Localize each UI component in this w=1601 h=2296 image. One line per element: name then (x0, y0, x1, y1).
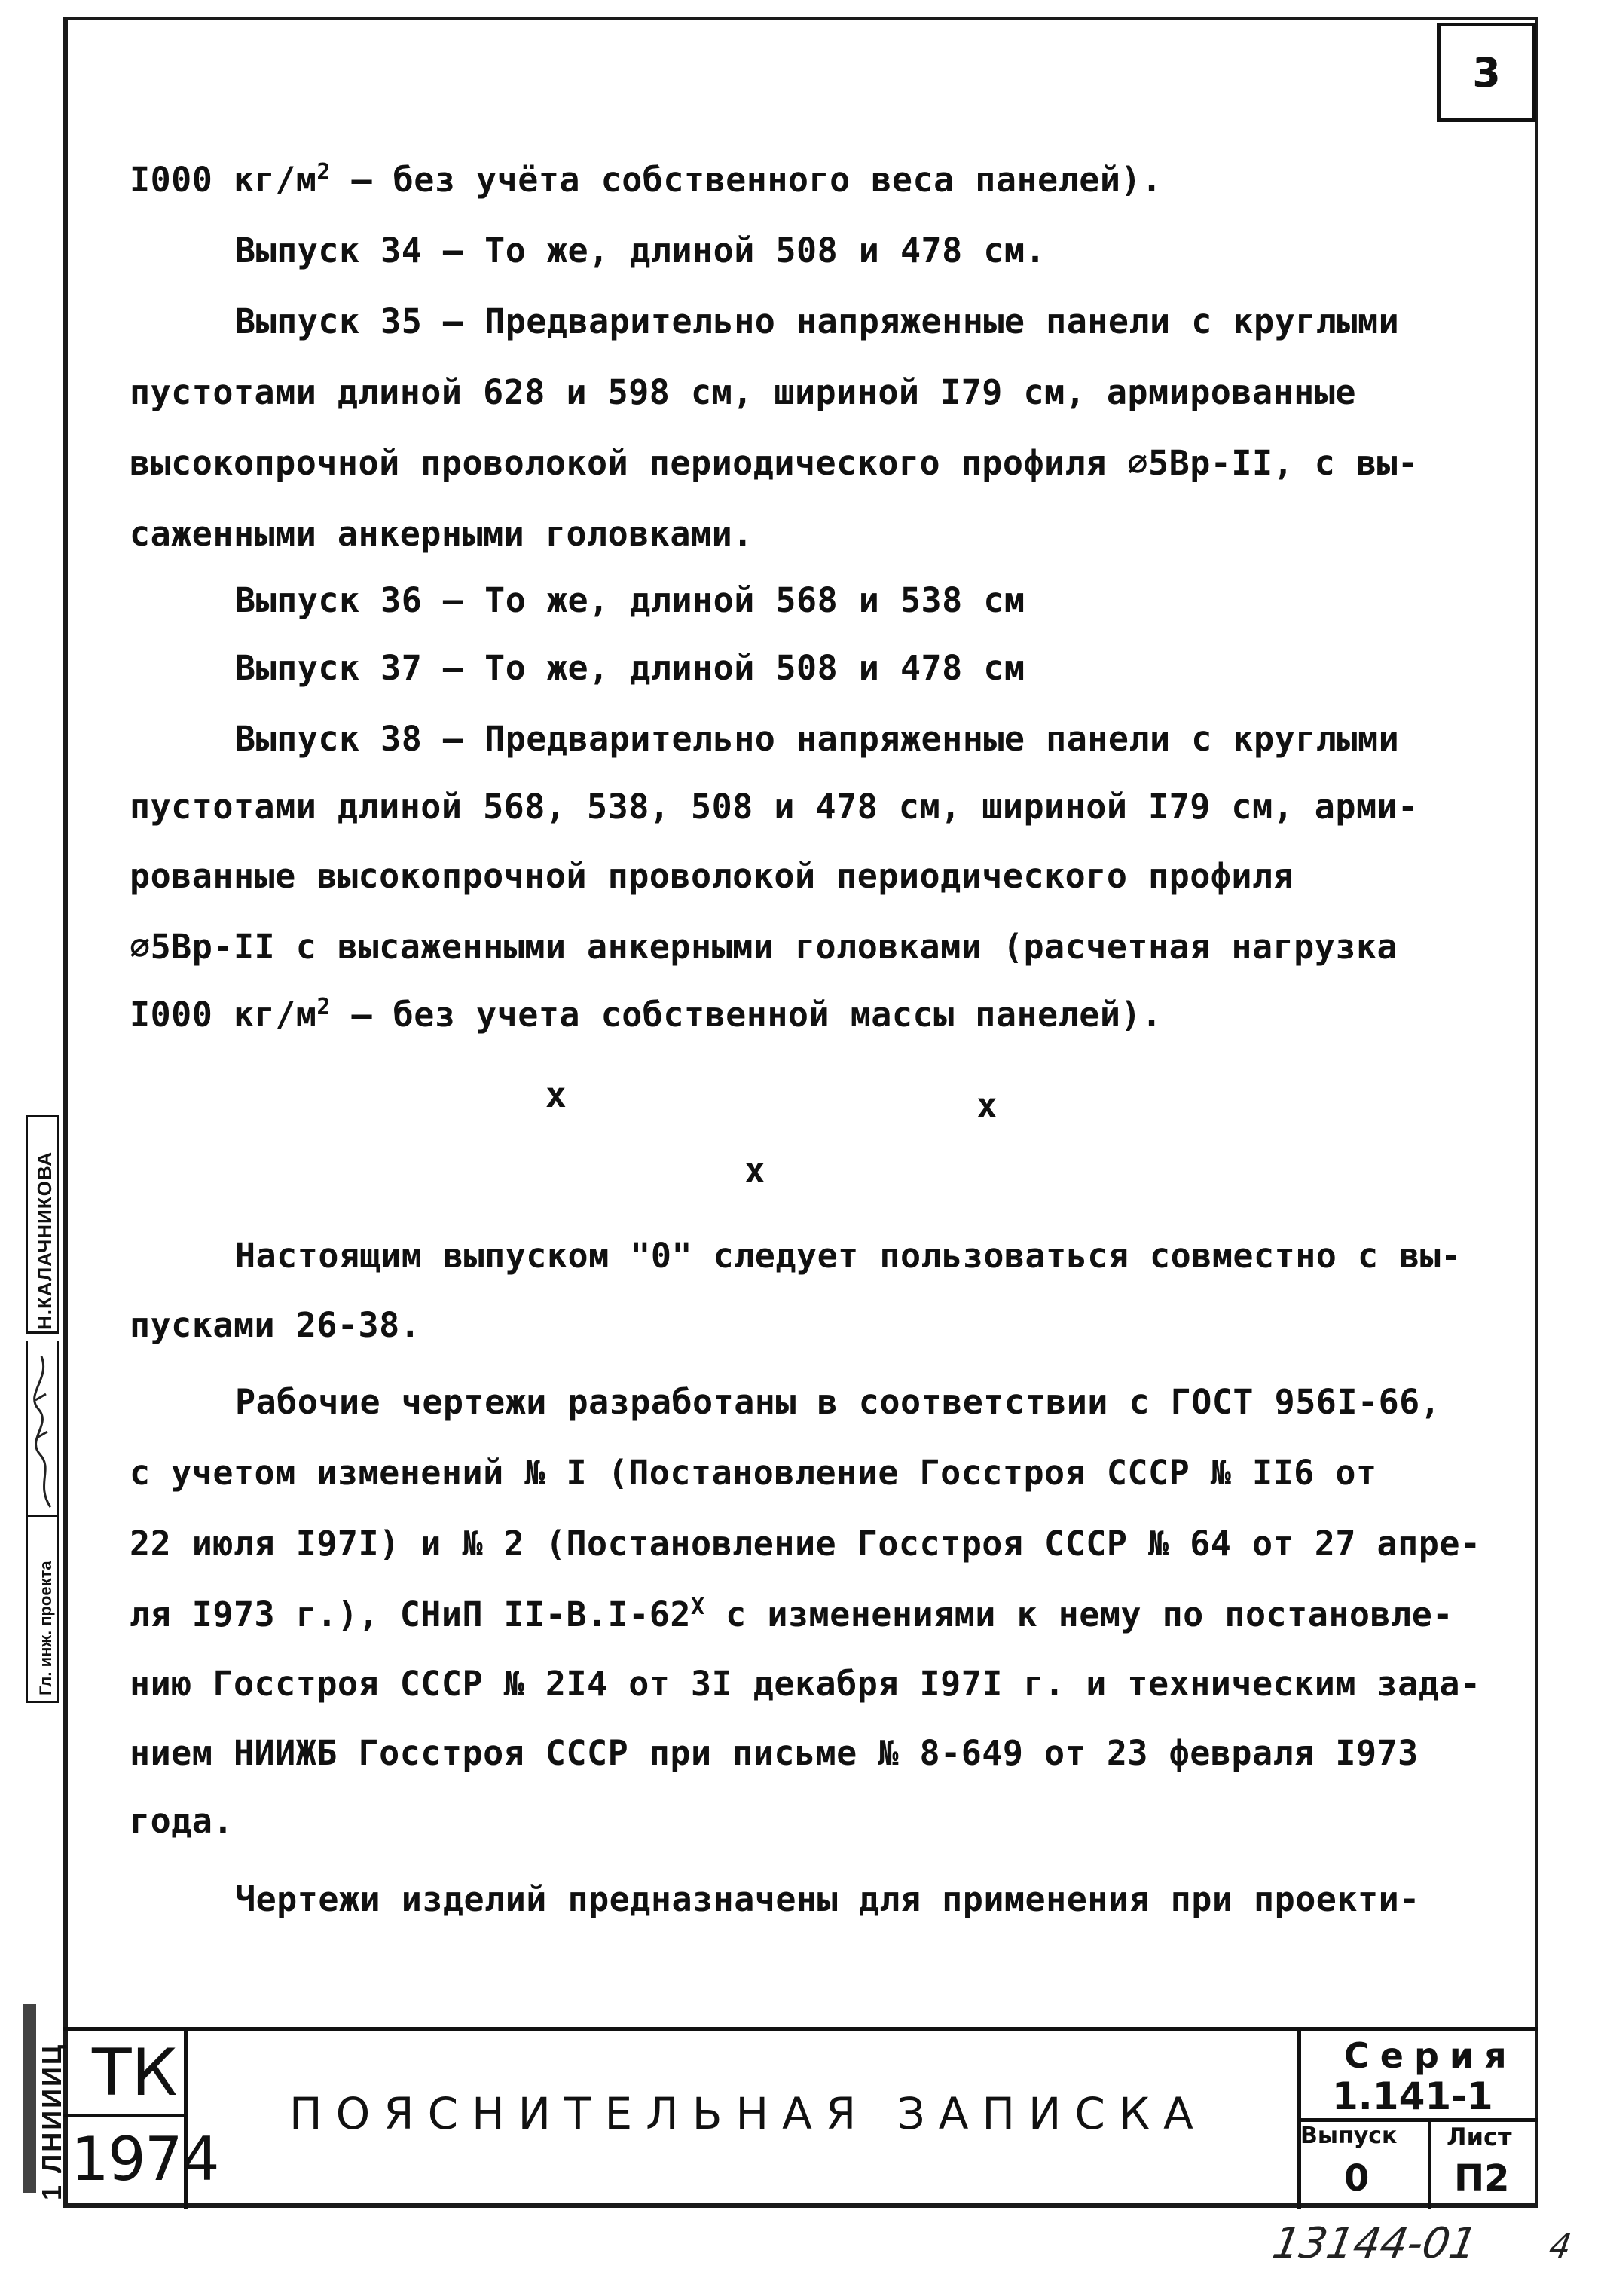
text-line-3: Выпуск 35 – Предварительно напряженные панели с круглыми (235, 301, 1400, 341)
text-line-12: ∅5Вр-II с высаженными анкерными головками (расчетная нагрузка (130, 927, 1398, 967)
title-block (63, 2027, 1538, 2208)
sheet-label: Лист (1447, 2123, 1512, 2151)
text-line-21: нием НИИЖБ Госстроя СССР при письме № 8-649 от 23 февраля I973 (130, 1733, 1419, 1773)
text-line-7: Выпуск 36 – То же, длиной 568 и 538 см (235, 580, 1025, 620)
text-line-2: Выпуск 34 – То же, длиной 508 и 478 см. (235, 231, 1046, 271)
text-line-13: I000 $кг/м^2$ – без учета собственной массы панелей). (130, 994, 1163, 1035)
text-line-20: нию Госстроя СССР № 2I4 от 3I декабря I97I г. и техническим зада- (130, 1664, 1481, 1704)
text-line-17: с учетом изменений № I (Постановление Госстроя СССР № II6 от (130, 1453, 1377, 1493)
archive-number-text: 13144-01 (1269, 2219, 1481, 2268)
text-line-23: Чертежи изделий предназначены для применения при проекти- (235, 1879, 1420, 1919)
text-line-4: пустотами длиной 628 и 598 см, шириной I79 см, армированные (130, 372, 1356, 412)
series-value: 1.141-1 (1332, 2074, 1493, 2118)
text-line-22: года. (130, 1801, 234, 1841)
stamp-name: Н.КАЛАЧНИКОВА (33, 1151, 56, 1330)
text-line-15: пусками 26-38. (130, 1305, 421, 1345)
stamp-dept: Гл. инж. проекта (36, 1561, 55, 1695)
year: 1974 (71, 2124, 218, 2194)
text-line-5: высокопрочной проволокой периодического профиля ∅5Вр-II, с вы- (130, 443, 1419, 483)
page-number-box (1437, 23, 1536, 122)
issue-value: 0 (1344, 2157, 1370, 2200)
issue-label: Выпуск (1300, 2123, 1398, 2149)
series-label: Серия (1344, 2035, 1517, 2076)
corner-number: 4 (1546, 2227, 1575, 2266)
text-line-19: ля I973 г.), СНиП $II-В.I-62^X$ с изменениями к нему по постановле- (130, 1594, 1453, 1634)
text-line-10: пустотами длиной 568, 538, 508 и 478 см, шириной I79 см, арми- (130, 787, 1419, 827)
document-title: ПОЯСНИТЕЛЬНАЯ ЗАПИСКА (289, 2088, 1207, 2139)
separator-x-right: x (976, 1085, 998, 1126)
page-number: 3 (1472, 48, 1501, 96)
text-line-9: Выпуск 38 – Предварительно напряженные панели с круглыми (235, 719, 1400, 759)
separator-x-left: x (545, 1075, 567, 1115)
text-line-6: саженными анкерными головками. (130, 514, 753, 554)
margin-stamp (0, 1115, 67, 2215)
stamp-smudge (23, 2004, 36, 2193)
stamp-org: 1 ЛНИИИЦ (36, 2042, 67, 2200)
text-line-8: Выпуск 37 – То же, длиной 508 и 478 см (235, 648, 1025, 688)
text-line-1: I000 $кг/м^2$ – без учёта собственного веса панелей). (130, 159, 1163, 200)
sheet-value: П2 (1454, 2157, 1510, 2200)
org-code: ТК (92, 2035, 178, 2111)
handwritten-archive-number (1269, 2219, 1575, 2268)
text-line-16: Рабочие чертежи разработаны в соответствии с ГОСТ 956I-66, (235, 1382, 1441, 1422)
text-line-14: Настоящим выпуском "0" следует пользоваться совместно с вы- (235, 1236, 1462, 1276)
separator-x-center: x (744, 1150, 765, 1191)
text-line-11: рованные высокопрочной проволокой периодического профиля (130, 856, 1294, 896)
signature-mark (28, 1341, 61, 1515)
text-line-18: 22 июля I97I) и № 2 (Постановление Госстроя СССР № 64 от 27 апре- (130, 1524, 1481, 1564)
